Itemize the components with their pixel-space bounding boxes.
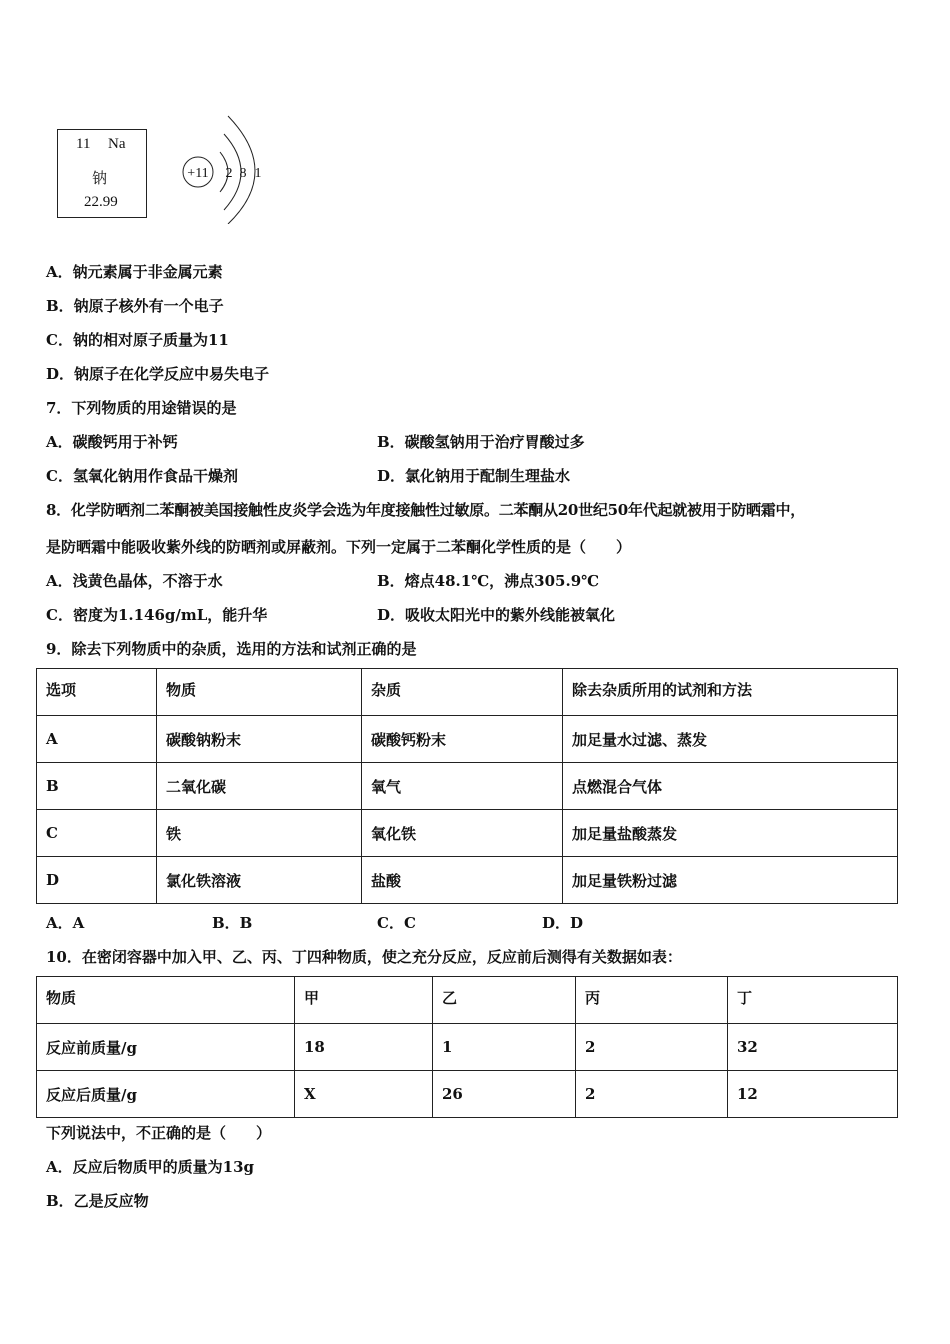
- shell-count-3: 1: [254, 166, 262, 181]
- q7-option-d: D．氯化钠用于配制生理盐水: [377, 467, 571, 485]
- table-cell: 32: [728, 1024, 898, 1071]
- table-row: [37, 1071, 898, 1118]
- table-row: [37, 763, 898, 810]
- q6-option-b: B．钠原子核外有一个电子: [46, 297, 224, 315]
- table-cell: 18: [295, 1024, 433, 1071]
- table-cell: 二氧化碳: [157, 763, 362, 810]
- q10-prompt: 下列说法中，不正确的是（ ）: [46, 1124, 272, 1142]
- table-cell: C: [37, 810, 157, 857]
- table-cell: 1: [433, 1024, 576, 1071]
- table-header-cell: 杂质: [362, 669, 563, 716]
- element-card: [57, 129, 147, 218]
- table-cell: 氯化铁溶液: [157, 857, 362, 904]
- q8-option-b: B．熔点48.1℃，沸点305.9℃: [377, 572, 600, 590]
- q7-stem: 7．下列物质的用途错误的是: [46, 399, 237, 417]
- nucleus-charge: +11: [187, 166, 209, 181]
- q6-option-a: A．钠元素属于非金属元素: [46, 263, 223, 281]
- table-cell: X: [295, 1071, 433, 1118]
- table-cell: 2: [576, 1071, 728, 1118]
- q6-option-c: C．钠的相对原子质量为11: [46, 331, 229, 349]
- table-header-cell: 丁: [728, 977, 898, 1024]
- table-cell: 碳酸钙粉末: [362, 716, 563, 763]
- element-name: 钠: [92, 171, 108, 187]
- table-cell: 点燃混合气体: [563, 763, 898, 810]
- q9-option-c: C．C: [377, 914, 416, 932]
- q8-option-c: C．密度为1.146g/mL，能升华: [46, 606, 268, 624]
- q7-option-c: C．氢氧化钠用作食品干燥剂: [46, 467, 238, 485]
- table-cell: 氧气: [362, 763, 563, 810]
- table-header-cell: 甲: [295, 977, 433, 1024]
- shell-count-2: 8: [239, 166, 247, 181]
- table-cell: 氧化铁: [362, 810, 563, 857]
- table-cell: 26: [433, 1071, 576, 1118]
- q9-option-a: A．A: [46, 914, 85, 932]
- atomic-structure-diagram: [176, 112, 276, 224]
- table-cell: 碳酸钠粉末: [157, 716, 362, 763]
- table-row: [37, 857, 898, 904]
- table-cell: 加足量铁粉过滤: [563, 857, 898, 904]
- q9-stem: 9．除去下列物质中的杂质，选用的方法和试剂正确的是: [46, 640, 417, 658]
- q10-table: [36, 976, 898, 1118]
- q10-stem: 10．在密闭容器中加入甲、乙、丙、丁四种物质，使之充分反应，反应前后测得有关数据如表：: [46, 948, 682, 966]
- q7-option-a: A．碳酸钙用于补钙: [46, 433, 178, 451]
- q9-option-b: B．B: [212, 914, 253, 932]
- table-row: [37, 810, 898, 857]
- q10-option-b: B．乙是反应物: [46, 1192, 149, 1210]
- q8-stem-line1: 8．化学防晒剂二苯酮被美国接触性皮炎学会选为年度接触性过敏原。二苯酮从20世纪50年代起就被用于防晒霜中，: [46, 501, 805, 519]
- table-header-cell: 丙: [576, 977, 728, 1024]
- q10-option-a: A．反应后物质甲的质量为13g: [46, 1158, 255, 1176]
- table-cell: B: [37, 763, 157, 810]
- q9-option-d: D．D: [542, 914, 584, 932]
- table-header-cell: 乙: [433, 977, 576, 1024]
- table-cell: 反应后质量/g: [37, 1071, 295, 1118]
- table-cell: D: [37, 857, 157, 904]
- q7-option-b: B．碳酸氢钠用于治疗胃酸过多: [377, 433, 585, 451]
- q8-option-d: D．吸收太阳光中的紫外线能被氧化: [377, 606, 616, 624]
- table-header-row: [37, 669, 898, 716]
- element-symbol: Na: [108, 136, 126, 152]
- atomic-number: 11: [76, 136, 91, 152]
- table-cell: 反应前质量/g: [37, 1024, 295, 1071]
- table-cell: A: [37, 716, 157, 763]
- table-cell: 盐酸: [362, 857, 563, 904]
- table-cell: 铁: [157, 810, 362, 857]
- table-header-row: [37, 977, 898, 1024]
- q8-stem-line2: 是防晒霜中能吸收紫外线的防晒剂或屏蔽剂。下列一定属于二苯酮化学性质的是（ ）: [46, 538, 632, 556]
- table-header-cell: 选项: [37, 669, 157, 716]
- q9-table: [36, 668, 898, 904]
- table-cell: 加足量盐酸蒸发: [563, 810, 898, 857]
- q6-option-d: D．钠原子在化学反应中易失电子: [46, 365, 270, 383]
- table-header-cell: 除去杂质所用的试剂和方法: [563, 669, 898, 716]
- atomic-mass: 22.99: [84, 194, 118, 210]
- table-header-cell: 物质: [157, 669, 362, 716]
- shell-count-1: 2: [225, 166, 233, 181]
- table-header-cell: 物质: [37, 977, 295, 1024]
- table-row: [37, 1024, 898, 1071]
- table-cell: 2: [576, 1024, 728, 1071]
- q8-option-a: A．浅黄色晶体，不溶于水: [46, 572, 223, 590]
- table-cell: 加足量水过滤、蒸发: [563, 716, 898, 763]
- table-row: [37, 716, 898, 763]
- table-cell: 12: [728, 1071, 898, 1118]
